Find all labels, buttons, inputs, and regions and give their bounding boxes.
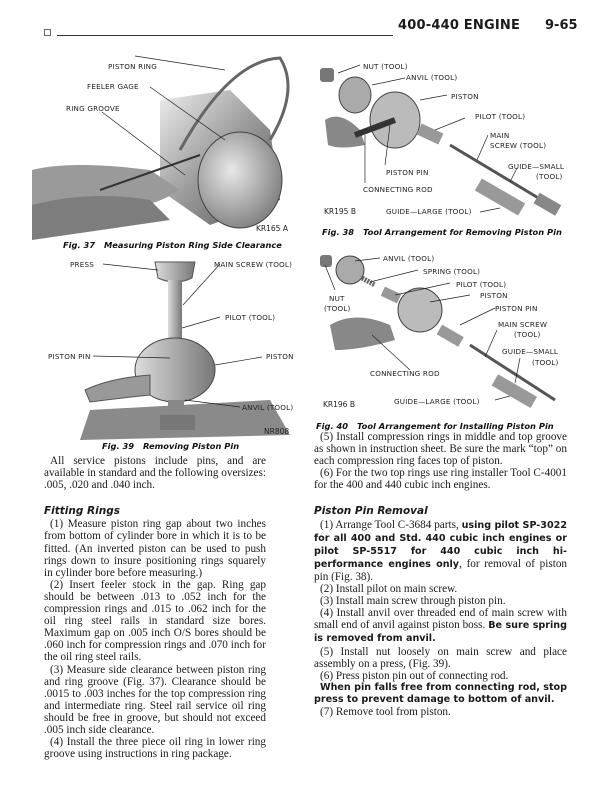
label-piston-pin: PISTON PIN	[48, 352, 91, 361]
label-piston-ring: PISTON RING	[108, 62, 157, 71]
figure-39-code: NR808	[264, 427, 290, 436]
label-piston-pin: PISTON PIN	[386, 168, 429, 177]
fitting-rings-step-4: (4) Install the three piece oil ring in lower ring groove using instructions in ring package.	[44, 736, 266, 761]
label-anvil-tool: ANVIL (TOOL)	[383, 254, 435, 263]
label-guide-small-tool: (TOOL)	[532, 358, 559, 367]
label-connecting-rod: CONNECTING ROD	[363, 185, 433, 194]
figure-37-title: Measuring Piston Ring Side Clearance	[104, 240, 282, 250]
fitting-rings-step-3: (3) Measure side clearance between piston ring and ring groove (Fig. 37). Clearance should be .0015 to .003 inches for the top compression ring and intermediate ring. Steel rail service oil ring should be free in groove, but should not exceed .005 inch side clearance.	[44, 663, 266, 736]
label-guide-large-tool: GUIDE—LARGE (TOOL)	[394, 397, 480, 406]
label-nut-tool: (TOOL)	[324, 304, 351, 313]
figure-38	[310, 40, 590, 250]
removal-step-3: (3) Install main screw through piston pin.	[320, 595, 506, 608]
figure-40-title: Tool Arrangement for Installing Piston Pin	[357, 421, 554, 431]
label-guide-small: GUIDE—SMALL	[502, 347, 559, 356]
label-piston: PISTON	[480, 291, 508, 300]
removal-step-1-bold: using pilot SP-3022 for all 400 and Std. 440 cubic inch engines or pilot SP-5517 for 440 cubic inch hi-performance engines only	[314, 519, 567, 570]
figure-37-caption	[63, 240, 282, 250]
removal-warning: When pin falls free from connecting rod, stop press to prevent damage to bottom of anvil.	[314, 681, 567, 705]
figure-39-title: Removing Piston Pin	[143, 441, 240, 451]
figure-39	[30, 250, 310, 450]
label-nut: NUT	[329, 294, 345, 303]
ring-step-6: (6) For the two top rings use ring installer Tool C-4001 for the 400 and 440 cubic inch engines.	[314, 467, 567, 492]
removal-step-4-bold: Be sure spring is removed from anvil.	[314, 620, 568, 645]
removal-step-1-tail: , for removal of piston pin (Fig. 38).	[314, 557, 568, 583]
label-anvil-tool: ANVIL (TOOL)	[406, 73, 458, 82]
page-number: 9-65	[545, 18, 578, 33]
corner-mark	[44, 29, 51, 36]
figure-39-number: Fig. 39	[102, 441, 135, 451]
label-main-screw: MAIN SCREW	[498, 320, 548, 329]
fitting-rings-step-1: (1) Measure piston ring gap about two inches from bottom of cylinder bore in which it is to be fitted. (An inverted piston can be used to push rings down to insure positioning rings squarely in cylinder bore before measuring.)	[44, 518, 266, 579]
figure-38-code: KR195 B	[324, 207, 356, 216]
left-column-text	[44, 455, 266, 760]
label-press: PRESS	[70, 260, 94, 269]
label-ring-groove: RING GROOVE	[66, 104, 120, 113]
right-column-text	[314, 431, 567, 718]
removal-step-1-text: (1) Arrange Tool C-3684 parts,	[320, 518, 462, 531]
label-pilot-tool: PILOT (TOOL)	[456, 280, 507, 289]
label-feeler-gage: FEELER GAGE	[87, 82, 139, 91]
figure-37	[30, 40, 300, 250]
removal-step-2: (2) Install pilot on main screw.	[320, 583, 458, 596]
label-guide-large-tool: GUIDE—LARGE (TOOL)	[386, 207, 472, 216]
figure-37-code: KR165 A	[256, 224, 288, 233]
label-main: MAIN	[490, 131, 510, 140]
label-spring-tool: SPRING (TOOL)	[423, 267, 481, 276]
label-piston-pin: PISTON PIN	[495, 304, 538, 313]
label-pilot-tool: PILOT (TOOL)	[475, 112, 526, 121]
removal-step-7: (7) Remove tool from piston.	[320, 705, 451, 718]
figure-37-illustration	[30, 40, 300, 250]
removal-step-1	[314, 519, 567, 583]
label-nut-tool: NUT (TOOL)	[363, 62, 408, 71]
figure-38-illustration	[310, 40, 590, 250]
figure-40-caption	[316, 421, 554, 431]
fitting-rings-heading: Fitting Rings	[44, 505, 120, 518]
label-guide-small: GUIDE—SMALL	[508, 162, 565, 171]
figure-37-number: Fig. 37	[63, 240, 96, 250]
figure-40-code: KR196 B	[323, 400, 355, 409]
label-piston: PISTON	[266, 352, 294, 361]
header-rule	[57, 35, 393, 36]
label-connecting-rod: CONNECTING ROD	[370, 369, 440, 378]
figure-38-title: Tool Arrangement for Removing Piston Pin	[363, 227, 562, 237]
figure-40	[310, 250, 590, 430]
figure-38-caption	[322, 227, 562, 237]
removal-step-4-text: (4) Install anvil over threaded end of main screw with small end of anvil against piston boss.	[314, 607, 567, 632]
removal-step-4	[314, 607, 567, 645]
figure-39-illustration	[30, 250, 310, 450]
service-pistons-paragraph: All service pistons include pins, and are available in standard and the following oversizes: .005, .020 and .040 inch.	[44, 455, 266, 492]
label-guide-small-tool: (TOOL)	[536, 172, 563, 181]
piston-pin-removal-heading: Piston Pin Removal	[314, 505, 428, 518]
label-piston: PISTON	[451, 92, 479, 101]
label-pilot-tool: PILOT (TOOL)	[225, 313, 276, 322]
removal-step-5: (5) Install nut loosely on main screw and place assembly on a press, (Fig. 39).	[314, 645, 567, 670]
fitting-rings-step-2: (2) Insert feeler stock in the gap. Ring gap should be between .013 to .052 inch for the compression rings and .015 to .062 inch for the oil ring steel rails in standard size bores. Maximum gap on .005 inch O/S bores should be .060 inch for compression rings and .070 inch for the oil ring steel rails.	[44, 578, 266, 664]
page-section-title: 400-440 ENGINE	[398, 18, 521, 33]
label-main-screw-tool: MAIN SCREW (TOOL)	[214, 260, 293, 269]
label-anvil-tool: ANVIL (TOOL)	[242, 403, 294, 412]
ring-step-5: (5) Install compression rings in middle and top groove as shown in instruction sheet. Be sure the mark “top” on each compression ring faces top of piston.	[314, 431, 567, 468]
label-screw-tool: SCREW (TOOL)	[490, 141, 547, 150]
label-main-screw-tool: (TOOL)	[514, 330, 541, 339]
removal-step-6: (6) Press piston pin out of connecting rod.	[320, 669, 509, 682]
figure-40-number: Fig. 40	[316, 421, 349, 431]
figure-39-caption	[102, 441, 239, 451]
figure-38-number: Fig. 38	[322, 227, 355, 237]
